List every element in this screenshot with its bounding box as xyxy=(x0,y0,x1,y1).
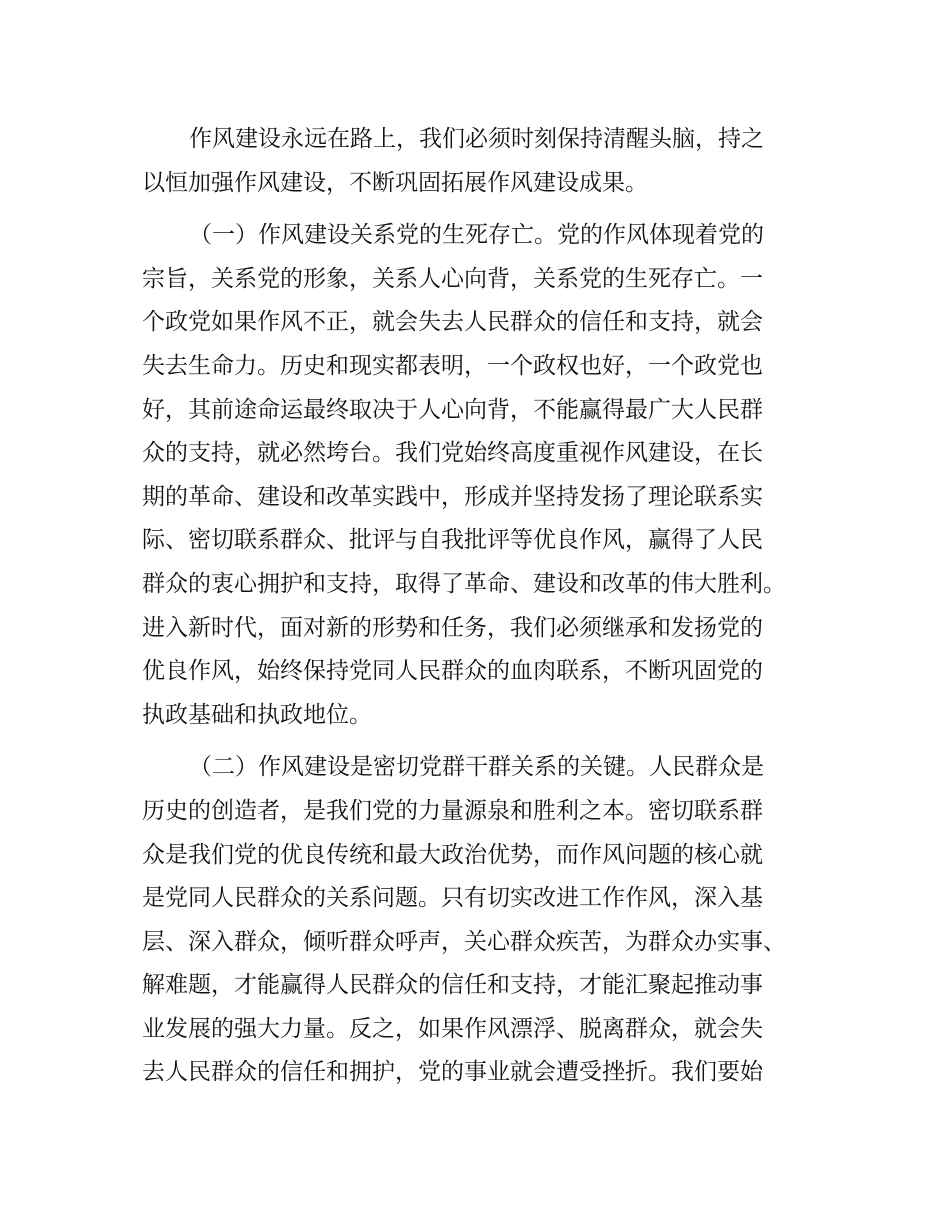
text-line: 个政党如果作风不正，就会失去人民群众的信任和支持，就会 xyxy=(142,309,763,336)
paragraph xyxy=(142,214,818,737)
text-line: 执政基础和执政地位。 xyxy=(142,701,372,728)
text-line: 是党同人民群众的关系问题。只有切实改进工作作风，深入基 xyxy=(142,885,763,912)
text-line: 众是我们党的优良传统和最大政治优势，而作风问题的核心就 xyxy=(142,841,763,868)
text-line: （二）作风建设是密切党群干群关系的关键。人民群众是 xyxy=(189,754,764,781)
text-line: 群众的衷心拥护和支持，取得了革命、建设和改革的伟大胜利。 xyxy=(142,570,786,597)
text-line: 优良作风，始终保持党同人民群众的血肉联系，不断巩固党的 xyxy=(142,658,763,685)
document-body xyxy=(142,118,818,1095)
text-line: 期的革命、建设和改革实践中，形成并坚持发扬了理论联系实 xyxy=(142,483,763,510)
text-line: 层、深入群众，倾听群众呼声，关心群众疾苦，为群众办实事、 xyxy=(142,928,786,955)
text-line: 历史的创造者，是我们党的力量源泉和胜利之本。密切联系群 xyxy=(142,797,763,824)
text-line: 解难题，才能赢得人民群众的信任和支持，才能汇聚起推动事 xyxy=(142,972,763,999)
text-line: 业发展的强大力量。反之，如果作风漂浮、脱离群众，就会失 xyxy=(142,1015,763,1042)
paragraph xyxy=(142,118,818,205)
text-line: 失去生命力。历史和现实都表明，一个政权也好，一个政党也 xyxy=(142,352,763,379)
text-line: 众的支持，就必然垮台。我们党始终高度重视作风建设，在长 xyxy=(142,440,763,467)
text-line: 作风建设永远在路上，我们必须时刻保持清醒头脑，持之 xyxy=(189,126,764,152)
text-line: 以恒加强作风建设，不断巩固拓展作风建设成果。 xyxy=(142,169,648,196)
text-line: 宗旨，关系党的形象，关系人心向背，关系党的生死存亡。一 xyxy=(142,265,763,292)
text-line: 好，其前途命运最终取决于人心向背，不能赢得最广大人民群 xyxy=(142,396,763,423)
text-line: 际、密切联系群众、批评与自我批评等优良作风，赢得了人民 xyxy=(142,527,763,554)
paragraph xyxy=(142,746,818,1095)
text-line: 进入新时代，面对新的形势和任务，我们必须继承和发扬党的 xyxy=(142,614,763,641)
text-line: 去人民群众的信任和拥护，党的事业就会遭受挫折。我们要始 xyxy=(142,1059,763,1086)
text-line: （一）作风建设关系党的生死存亡。党的作风体现着党的 xyxy=(189,222,764,249)
